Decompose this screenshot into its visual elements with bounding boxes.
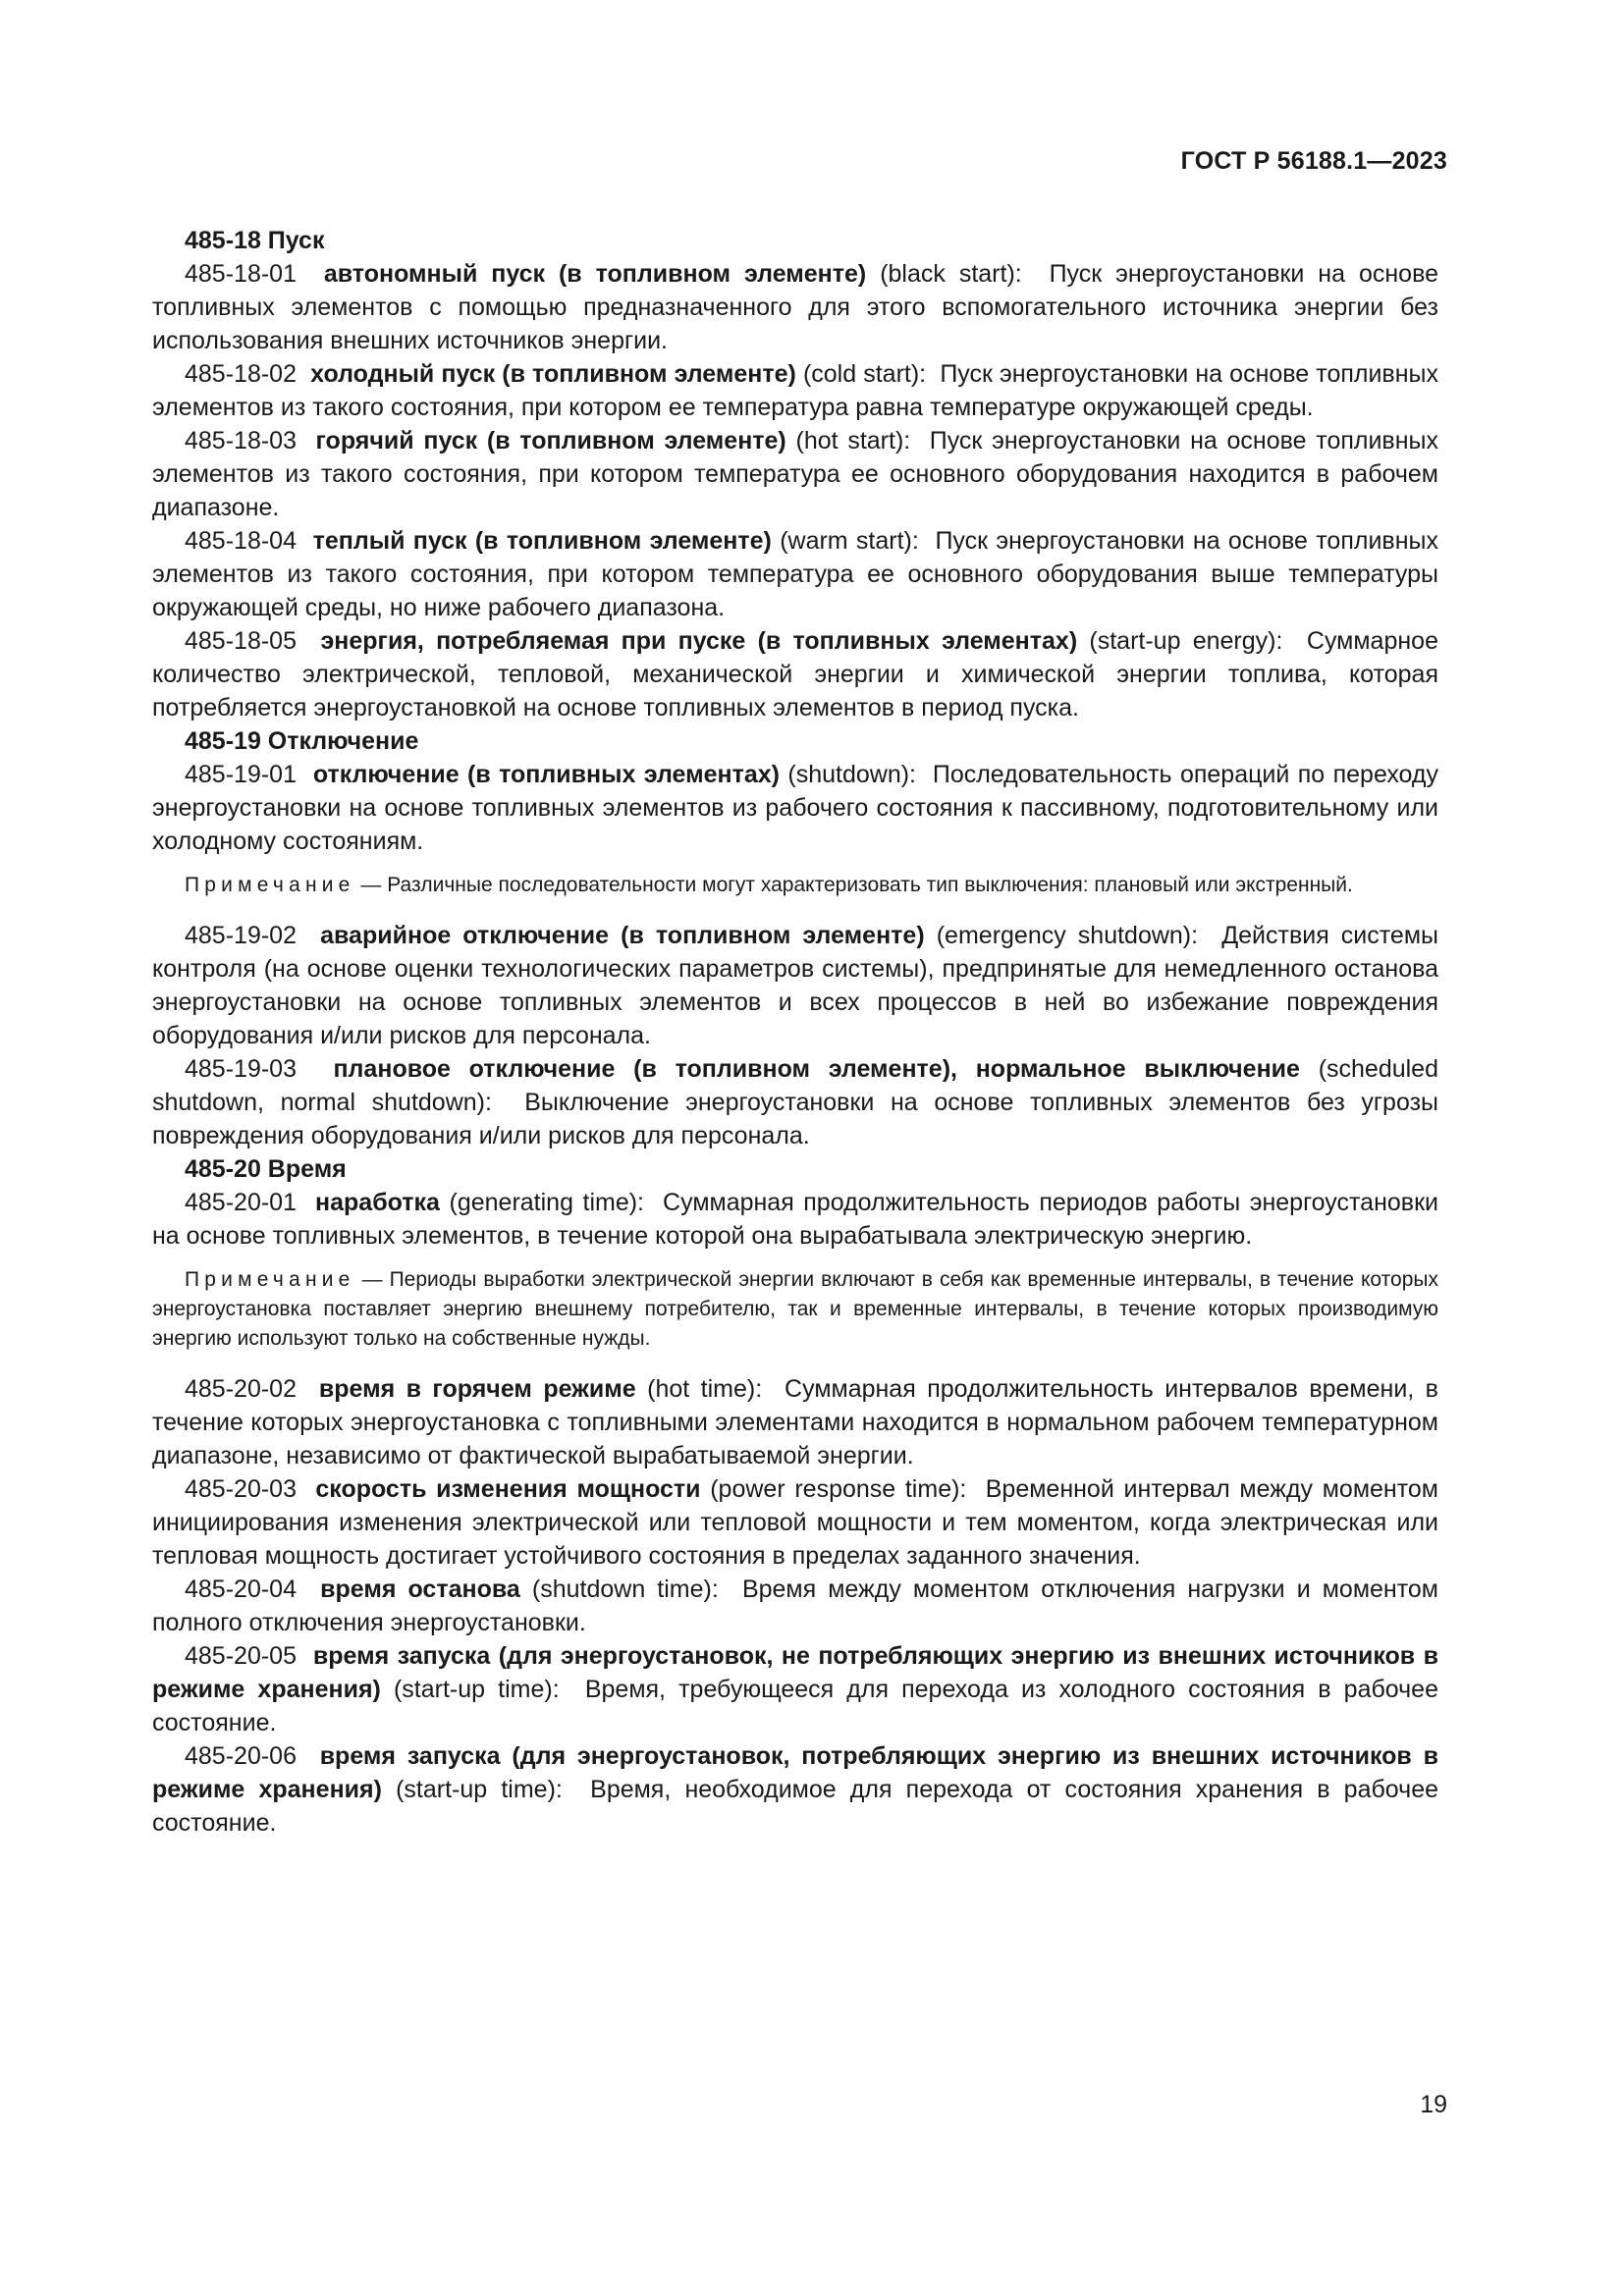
term-name: автономный пуск (в топливном элементе) <box>323 260 867 288</box>
term-code: 485-19-03 <box>185 1055 297 1083</box>
term-definition: Временной интервал между моментом инициирования изменения электрической или тепловой мощности и тем моментом, когда электрическая или тепловая мощность достигает устойчивого состояния в пределах заданного значения. <box>152 1475 1438 1570</box>
term-code: 485-20-06 <box>185 1742 297 1770</box>
term-name: холодный пуск (в топливном элементе) <box>310 360 796 388</box>
term-entry <box>152 758 1438 858</box>
term-code: 485-18-02 <box>185 360 297 388</box>
term-entry <box>152 524 1438 624</box>
term-entry <box>152 357 1438 424</box>
term-name: плановое отключение (в топливном элементе), нормальное выключение <box>333 1055 1300 1083</box>
term-definition: Пуск энергоустановки на основе топливных элементов из такого состояния, при котором температура ее основного оборудования выше температуры окружающей среды, но ниже рабочего диапазона. <box>152 527 1438 621</box>
term-definition: Суммарное количество электрической, тепловой, механической энергии и химической энергии топлива, которая потребляется энергоустановкой на основе топливных элементов в период пуска. <box>152 627 1438 721</box>
term-entry <box>152 1472 1438 1573</box>
section-title: 485-19 Отключение <box>185 727 419 755</box>
term-code: 485-18-03 <box>185 427 297 454</box>
note-label: Примечание <box>185 1268 355 1291</box>
term-english: (hot time): <box>647 1375 763 1403</box>
term-entry <box>152 1739 1438 1840</box>
term-name: наработка <box>315 1189 440 1216</box>
term-english: (power response time): <box>710 1475 967 1503</box>
note <box>152 871 1438 900</box>
term-english: (warm start): <box>780 527 919 555</box>
term-name: время останова <box>320 1575 520 1603</box>
term-english: (hot start): <box>795 427 911 454</box>
term-definition: Время, необходимое для перехода от состояния хранения в рабочее состояние. <box>152 1776 1438 1837</box>
term-code: 485-20-01 <box>185 1189 297 1216</box>
term-name: аварийное отключение (в топливном элементе) <box>320 922 925 949</box>
document-body <box>152 224 1438 1840</box>
term-english: (shutdown time): <box>531 1575 719 1603</box>
term-definition: Пуск энергоустановки на основе топливных элементов из такого состояния, при котором температура ее основного оборудования находится в рабочем диапазоне. <box>152 427 1438 521</box>
term-english: (start-up time): <box>393 1676 560 1703</box>
term-code: 485-19-01 <box>185 761 297 788</box>
term-entry <box>152 1372 1438 1472</box>
term-english: (start-up energy): <box>1089 627 1283 655</box>
term-english: (cold start): <box>802 360 927 388</box>
term-english: (black start): <box>880 260 1022 288</box>
term-english: (emergency shutdown): <box>936 922 1199 949</box>
term-code: 485-19-02 <box>185 922 297 949</box>
term-entry <box>152 1639 1438 1739</box>
section-title: 485-18 Пуск <box>185 227 325 254</box>
term-definition: Действия системы контроля (на основе оценки технологических параметров системы), предпринятые для немедленного останова энергоустановки на основе топливных элементов и всех процессов в ней во избежание повреждения оборудования и/или рисков для персонала. <box>152 922 1438 1049</box>
section-title: 485-20 Время <box>185 1155 347 1183</box>
note-text: — Различные последовательности могут характеризовать тип выключения: плановый или экстренный. <box>360 874 1353 896</box>
term-english: (start-up time): <box>396 1776 563 1803</box>
term-name: скорость изменения мощности <box>315 1475 701 1503</box>
term-entry <box>152 1186 1438 1253</box>
page-number: 19 <box>1420 2091 1447 2118</box>
term-english: (scheduled shutdown, normal shutdown): <box>152 1055 1438 1116</box>
term-entry <box>152 1573 1438 1639</box>
term-entry <box>152 624 1438 724</box>
term-code: 485-20-04 <box>185 1575 297 1603</box>
term-name: теплый пуск (в топливном элементе) <box>312 527 772 555</box>
term-definition: Время между моментом отключения нагрузки и моментом полного отключения энергоустановки. <box>152 1575 1438 1636</box>
term-definition: Суммарная продолжительность интервалов времени, в течение которых энергоустановка с топливными элементами находится в нормальном рабочем температурном диапазоне, независимо от фактической вырабатываемой энергии. <box>152 1375 1438 1469</box>
term-name: время в горячем режиме <box>318 1375 636 1403</box>
term-name: время запуска (для энергоустановок, потребляющих энергию из внешних источников в режиме хранения) <box>152 1742 1438 1803</box>
term-english: (generating time): <box>449 1189 644 1216</box>
term-entry <box>152 257 1438 357</box>
term-definition: Выключение энергоустановки на основе топливных элементов без угрозы повреждения оборудования и/или рисков для персонала. <box>152 1089 1439 1149</box>
term-code: 485-18-01 <box>185 260 297 288</box>
term-code: 485-20-02 <box>185 1375 297 1403</box>
note-label: Примечание <box>185 874 355 896</box>
term-code: 485-18-04 <box>185 527 297 555</box>
term-entry <box>152 424 1438 524</box>
term-definition: Последовательность операций по переходу энергоустановки на основе топливных элементов из рабочего состояния к пассивному, подготовительному или холодному состояниям. <box>152 761 1438 855</box>
term-definition: Время, требующееся для перехода из холодного состояния в рабочее состояние. <box>152 1676 1438 1736</box>
term-name: энергия, потребляемая при пуске (в топливных элементах) <box>320 627 1078 655</box>
term-entry <box>152 1052 1438 1152</box>
term-english: (shutdown): <box>787 761 917 788</box>
term-definition: Суммарная продолжительность периодов работы энергоустановки на основе топливных элементов, в течение которой она вырабатывала электрическую энергию. <box>152 1189 1438 1250</box>
term-name: горячий пуск (в топливном элементе) <box>315 427 786 454</box>
term-code: 485-18-05 <box>185 627 297 655</box>
note-text: — Периоды выработки электрической энергии включают в себя как временные интервалы, в течение которых энергоустановка поставляет энергию внешнему потребителю, так и временные интервалы, в течение которых производимую энергию используют только на собственные нужды. <box>152 1268 1438 1350</box>
term-definition: Пуск энергоустановки на основе топливных элементов из такого состояния, при котором ее температура равна температуре окружающей среды. <box>152 360 1438 421</box>
term-name: время запуска (для энергоустановок, не потребляющих энергию из внешних источников в режиме хранения) <box>152 1642 1438 1703</box>
term-definition: Пуск энергоустановки на основе топливных элементов с помощью предназначенного для этого вспомогательного источника энергии без использования внешних источников энергии. <box>152 260 1438 354</box>
note <box>152 1265 1438 1354</box>
term-entry <box>152 919 1438 1052</box>
term-code: 485-20-05 <box>185 1642 297 1670</box>
term-name: отключение (в топливных элементах) <box>312 761 780 788</box>
term-code: 485-20-03 <box>185 1475 297 1503</box>
document-header: ГОСТ Р 56188.1—2023 <box>1180 147 1447 175</box>
